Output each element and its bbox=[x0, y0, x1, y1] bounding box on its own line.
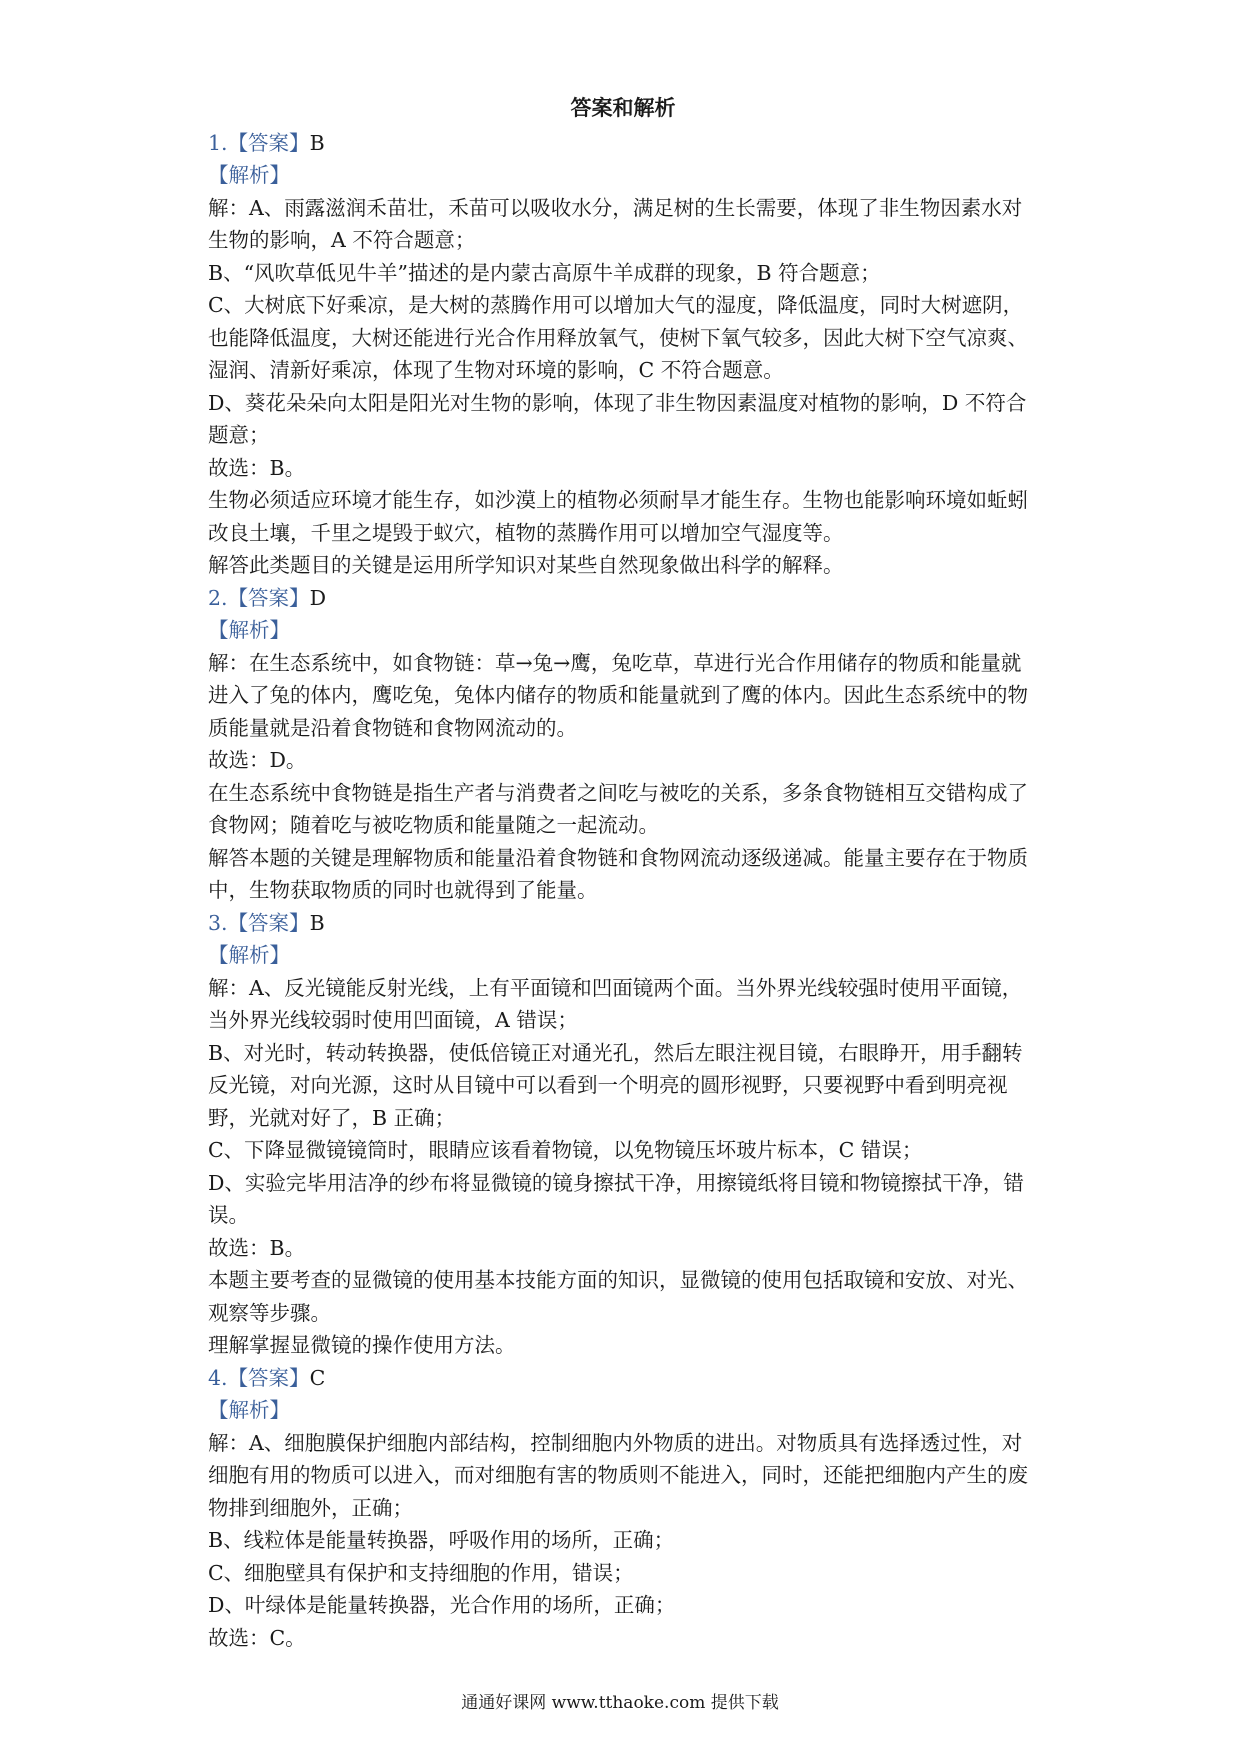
answer-tag: 【答案】 bbox=[227, 130, 310, 155]
question-number: 3. bbox=[208, 910, 228, 935]
question-number: 2. bbox=[208, 585, 228, 610]
analysis-paragraph: 解：在生态系统中，如食物链：草→兔→鹰，兔吃草，草进行光合作用储存的物质和能量就进入了兔的体内，鹰吃兔，兔体内储存的物质和能量就到了鹰的体内。因此生态系统中的物质能量就是沿着食物链和食物网流动的。 bbox=[208, 650, 1028, 740]
question-block bbox=[208, 582, 1038, 907]
analysis-paragraph: 故选：C。 bbox=[208, 1625, 306, 1650]
question-block bbox=[208, 127, 1038, 582]
question-block bbox=[208, 907, 1038, 1362]
analysis-paragraph: B、线粒体是能量转换器，呼吸作用的场所，正确； bbox=[208, 1528, 675, 1552]
question-number: 1. bbox=[208, 130, 228, 155]
analysis-paragraph: 解：A、雨露滋润禾苗壮，禾苗可以吸收水分，满足树的生长需要，体现了非生物因素水对生物的影响，A 不符合题意； bbox=[208, 195, 1023, 252]
document-page bbox=[208, 92, 1038, 1654]
analysis-paragraph: B、对光时，转动转换器，使低倍镜正对通光孔，然后左眼注视目镜，右眼睁开，用手翻转反光镜，对向光源，这时从目镜中可以看到一个明亮的圆形视野，只要视野中看到明亮视野，光就对好了，B 正确； bbox=[208, 1040, 1023, 1130]
answer-tag: 【答案】 bbox=[227, 585, 310, 610]
answer-line bbox=[208, 907, 1038, 940]
page-title: 答案和解析 bbox=[570, 95, 676, 120]
analysis-paragraph: 生物必须适应环境才能生存，如沙漠上的植物必须耐旱才能生存。生物也能影响环境如蚯蚓改良土壤，千里之堤毁于蚁穴，植物的蒸腾作用可以增加空气湿度等。 bbox=[208, 488, 1028, 545]
answer-line bbox=[208, 582, 1038, 615]
analysis-heading: 【解析】 bbox=[208, 943, 290, 967]
analysis-paragraph: 本题主要考查的显微镜的使用基本技能方面的知识，显微镜的使用包括取镜和安放、对光、观察等步骤。 bbox=[208, 1268, 1028, 1325]
answer-value: D bbox=[309, 585, 326, 610]
analysis-paragraph: C、细胞壁具有保护和支持细胞的作用，错误； bbox=[208, 1560, 634, 1585]
question-block bbox=[208, 1362, 1038, 1655]
question-number: 4. bbox=[208, 1365, 228, 1390]
answer-line bbox=[208, 127, 1038, 160]
answer-value: C bbox=[309, 1365, 326, 1390]
analysis-paragraph: C、下降显微镜镜筒时，眼睛应该看着物镜，以免物镜压坏玻片标本，C 错误； bbox=[208, 1138, 923, 1162]
analysis-paragraph: 理解掌握显微镜的操作使用方法。 bbox=[208, 1333, 516, 1357]
analysis-paragraph: B、“风吹草低见牛羊”描述的是内蒙古高原牛羊成群的现象，B 符合题意； bbox=[208, 260, 881, 285]
question-list bbox=[208, 127, 1038, 1655]
analysis-paragraph: 解：A、细胞膜保护细胞内部结构，控制细胞内外物质的进出。对物质具有选择透过性，对细胞有用的物质可以进入，而对细胞有害的物质则不能进入，同时，还能把细胞内产生的废物排到细胞外，正确； bbox=[208, 1430, 1028, 1520]
analysis-paragraph: 故选：B。 bbox=[208, 1235, 306, 1260]
analysis-paragraph: C、大树底下好乘凉，是大树的蒸腾作用可以增加大气的湿度，降低温度，同时大树遮阴，也能降低温度，大树还能进行光合作用释放氧气，使树下氧气较多，因此大树下空气凉爽、湿润、清新好乘凉，体现了生物对环境的影响，C 不符合题意。 bbox=[208, 293, 1028, 382]
analysis-heading: 【解析】 bbox=[208, 163, 290, 187]
analysis-paragraph: D、实验完毕用洁净的纱布将显微镜的镜身擦拭干净，用擦镜纸将目镜和物镜擦拭干净，错误。 bbox=[208, 1170, 1024, 1227]
answer-tag: 【答案】 bbox=[227, 910, 310, 935]
analysis-paragraph: 解答本题的关键是理解物质和能量沿着食物链和食物网流动逐级递减。能量主要存在于物质中，生物获取物质的同时也就得到了能量。 bbox=[208, 845, 1028, 902]
analysis-paragraph: D、葵花朵朵向太阳是阳光对生物的影响，体现了非生物因素温度对植物的影响，D 不符合题意； bbox=[208, 390, 1027, 447]
analysis-paragraph: 解答此类题目的关键是运用所学知识对某些自然现象做出科学的解释。 bbox=[208, 553, 844, 577]
analysis-paragraph: 故选：D。 bbox=[208, 748, 307, 772]
analysis-paragraph: D、叶绿体是能量转换器，光合作用的场所，正确； bbox=[208, 1593, 676, 1617]
answer-value: B bbox=[309, 130, 325, 155]
analysis-heading: 【解析】 bbox=[208, 1398, 290, 1422]
analysis-paragraph: 解：A、反光镜能反射光线，上有平面镜和凹面镜两个面。当外界光线较强时使用平面镜，当外界光线较弱时使用凹面镜，A 错误； bbox=[208, 975, 1023, 1032]
footer-text: 通通好课网 www.tthaoke.com 提供下载 bbox=[461, 1693, 779, 1713]
answer-tag: 【答案】 bbox=[227, 1365, 310, 1390]
answer-line bbox=[208, 1362, 1038, 1395]
analysis-heading: 【解析】 bbox=[208, 618, 290, 642]
analysis-paragraph: 故选：B。 bbox=[208, 455, 306, 480]
answer-value: B bbox=[309, 910, 325, 935]
analysis-paragraph: 在生态系统中食物链是指生产者与消费者之间吃与被吃的关系，多条食物链相互交错构成了食物网；随着吃与被吃物质和能量随之一起流动。 bbox=[208, 780, 1028, 837]
